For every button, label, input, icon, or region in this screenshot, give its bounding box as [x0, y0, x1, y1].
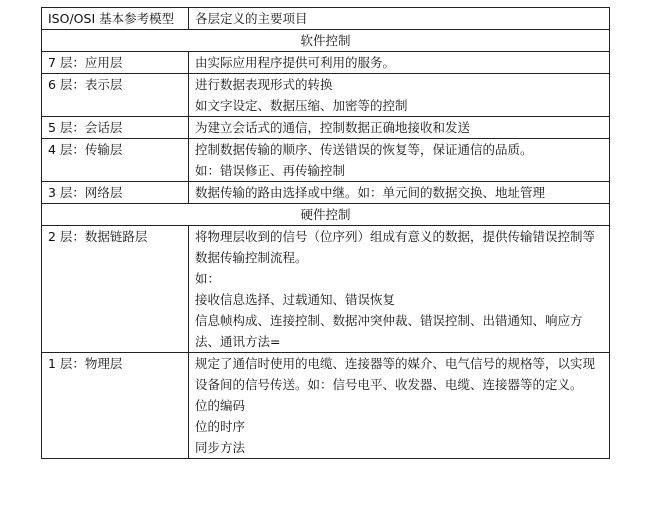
description-line: 接收信息选择、过载通知、错误恢复	[195, 292, 396, 307]
section-title-hardware: 硬件控制	[42, 204, 610, 226]
description-line: 位的编码	[195, 398, 246, 413]
table-row-layer1	[42, 353, 610, 459]
layer-description	[189, 117, 610, 139]
layer-description	[189, 74, 610, 117]
layer-label: 6 层：表示层	[42, 74, 189, 117]
table-header-row	[42, 8, 610, 30]
table-row-layer5	[42, 117, 610, 139]
description-line: 如文字设定、数据压缩、加密等的控制	[195, 98, 408, 113]
layer-label: 7 层：应用层	[42, 52, 189, 74]
section-row-software	[42, 30, 610, 52]
description-line: 将物理层收到的信号（位序列）组成有意义的数据，提供传输错误控制等数据传输控制流程。	[195, 229, 596, 265]
layer-description	[189, 182, 610, 204]
description-line: 为建立会话式的通信，控制数据正确地接收和发送	[195, 120, 471, 135]
header-model: ISO/OSI 基本参考模型	[42, 8, 189, 30]
osi-model-table	[41, 7, 610, 459]
layer-description	[189, 52, 610, 74]
description-line: 由实际应用程序提供可利用的服务。	[195, 55, 396, 70]
layer-label: 5 层：会话层	[42, 117, 189, 139]
description-line: 位的时序	[195, 419, 246, 434]
layer-description	[189, 139, 610, 182]
table-row-layer4	[42, 139, 610, 182]
header-items: 各层定义的主要项目	[189, 8, 610, 30]
description-line: 如：错误修正、再传输控制	[195, 163, 346, 178]
layer-label: 2 层：数据链路层	[42, 226, 189, 353]
description-line: 同步方法	[195, 440, 246, 455]
description-line: 规定了通信时使用的电缆、连接器等的媒介、电气信号的规格等，以实现设备间的信号传送。如：信号电平、收发器、电缆、连接器等的定义。	[195, 356, 596, 392]
table-row-layer2	[42, 226, 610, 353]
layer-description	[189, 353, 610, 459]
section-title-software: 软件控制	[42, 30, 610, 52]
layer-label: 1 层：物理层	[42, 353, 189, 459]
table-row-layer6	[42, 74, 610, 117]
description-line: 进行数据表现形式的转换	[195, 77, 333, 92]
description-line: 控制数据传输的顺序、传送错误的恢复等，保证通信的品质。	[195, 142, 533, 157]
section-row-hardware	[42, 204, 610, 226]
table-row-layer3	[42, 182, 610, 204]
layer-label: 4 层：传输层	[42, 139, 189, 182]
table-row-layer7	[42, 52, 610, 74]
layer-description	[189, 226, 610, 353]
layer-label: 3 层：网络层	[42, 182, 189, 204]
description-line: 信息帧构成、连接控制、数据冲突仲裁、错误控制、出错通知、响应方法、通讯方法=	[195, 313, 583, 349]
description-line: 数据传输的路由选择或中继。如：单元间的数据交换、地址管理	[195, 185, 546, 200]
description-line: 如：	[195, 271, 221, 286]
